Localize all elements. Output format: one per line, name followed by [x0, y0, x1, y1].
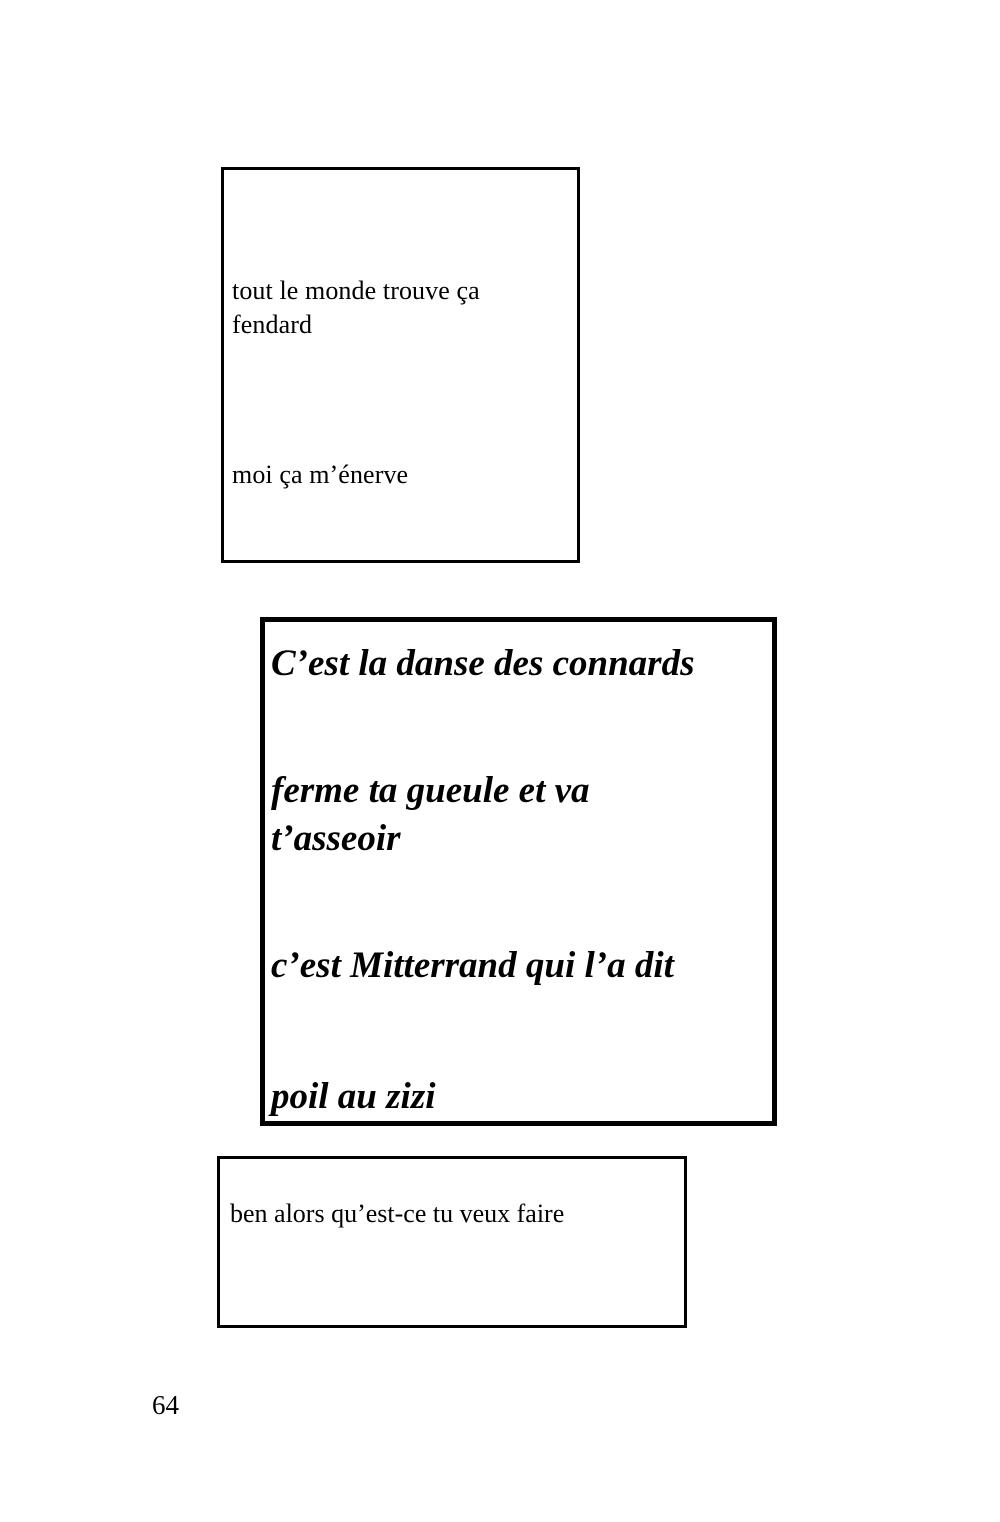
text-line: moi ça m’énerve	[232, 460, 409, 489]
text-line: t’asseoir	[271, 818, 401, 859]
text-line: ben alors qu’est-ce tu veux faire	[230, 1199, 565, 1228]
text-line: c’est Mitterrand qui l’a dit	[271, 945, 674, 986]
text-line: poil au zizi	[271, 1076, 436, 1117]
text-line: fendard	[232, 310, 313, 339]
text-box-bottom	[217, 1156, 687, 1328]
text-line: tout le monde trouve ça	[232, 276, 480, 305]
page-number: 64	[152, 1390, 179, 1420]
text-line: C’est la danse des connards	[271, 643, 695, 684]
text-line: ferme ta gueule et va	[271, 770, 590, 811]
text-box-middle	[260, 617, 777, 1126]
text-box-top	[221, 167, 580, 563]
